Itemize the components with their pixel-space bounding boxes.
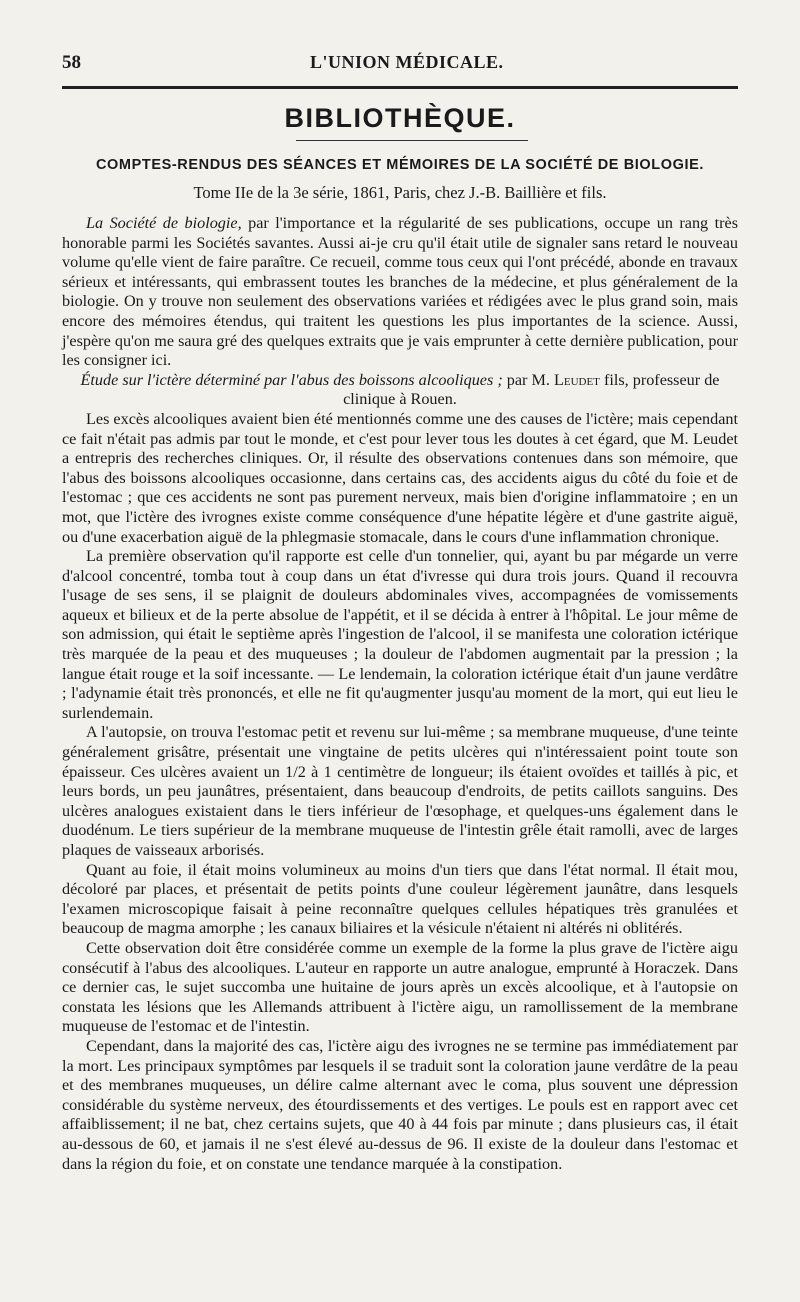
journal-title: L'UNION MÉDICALE.	[310, 52, 504, 72]
page-number: 58	[62, 52, 81, 73]
society-name: La Société de biologie,	[86, 214, 242, 232]
review-title: COMPTES-RENDUS DES SÉANCES ET MÉMOIRES DE LA SOCIÉTÉ DE BIOLOGIE.	[95, 157, 705, 173]
article-heading	[62, 371, 738, 410]
paragraph: A l'autopsie, on trouva l'estomac petit et revenu sur lui-même ; sa membrane muqueuse, d'une teinte généralement grisâtre, présentait une vingtaine de petits ulcères qui n'intéressaient point toute son épaisseur. Ces ulcères avaient un 1/2 à 1 centimètre de longueur; ils étaient ovoïdes et taillés à pic, et leurs bords, un peu jaunâtres, présentaient, dans beaucoup d'endroits, de petits caillots sanguins. Des ulcères analogues existaient dans le tiers inférieur de l'œsophage, et quelques-uns également dans le duodénum. Le tiers supérieur de la membrane muqueuse de l'intestin grêle était ramolli, avec de larges plaques de vaisseaux arborisés.	[62, 723, 738, 859]
running-head	[62, 52, 752, 78]
article-author-rest: fils, professeur de clinique à Rouen.	[343, 370, 720, 409]
section-title: BIBLIOTHÈQUE.	[284, 103, 516, 133]
section-title-rule	[296, 140, 528, 141]
article-author: Leudet	[553, 370, 600, 389]
paragraph: Cependant, dans la majorité des cas, l'ictère aigu des ivrognes ne se termine pas immédiatement par la mort. Les principaux symptômes par lesquels il se traduit sont la coloration jaune verdâtre de la peau et des membranes muqueuses, un délire calme alternant avec le coma, plus souvent une dépression considérable du système nerveux, des étourdissements et des vertiges. Le pouls est en rapport avec cet affaiblissement; il ne bat, chez certains sujets, que 40 à 44 fois par minute ; dans plusieurs cas, il était au-dessous de 60, et jamais il ne s'est élevé au-dessus de 96. Il existe de la douleur dans l'estomac et dans la région du foie, et on constate une tendance marquée à la constipation.	[62, 1036, 738, 1173]
intro-text: par l'importance et la régularité de ses publications, occupe un rang très honorable parmi les Sociétés savantes. Aussi ai-je cru qu'il était utile de signaler sans retard le nouveau volume qu'elle vient de faire paraître. Ce recueil, comme tous ceux qui l'ont précédé, abonde en travaux sérieux et intéressants, qui embrassent toutes les branches de la médecine, et plus généralement de la biologie. On y trouve non seulement des observations variées et rédigées avec le plus grand soin, mais encore des mémoires étendus, qui traitent les questions les plus importantes de la science. Aussi, j'espère qu'on me saura gré des quelques extraits que je vais emprunter à cette dernière publication, pour les consigner ici.	[62, 214, 738, 370]
paragraph: La première observation qu'il rapporte est celle d'un tonnelier, qui, ayant bu par mégarde un verre d'alcool concentré, tomba tout à coup dans un état d'ivresse qui dura trois jours. Quand il recouvra l'usage de ses sens, il se plaignit de douleurs abdominales vives, accompagnées de vomissements aqueux et bilieux et de la perte absolue de l'appétit, et il se décida à entrer à l'hôpital. Le jour même de son admission, qui était le septième après l'ingestion de l'alcool, il se manifesta une coloration ictérique très marquée de la peau et des muqueuses ; la douleur de l'abdomen augmentait par la pression ; la langue était rouge et la soif incessante. — Le lendemain, la coloration ictérique était d'un jaune verdâtre ; l'adynamie était très prononcés, et elle ne fit qu'augmenter jusqu'au moment de la mort, qui eut lieu le surlendemain.	[62, 547, 738, 722]
paragraph: Les excès alcooliques avaient bien été mentionnés comme une des causes de l'ictère; mais cependant ce fait n'était pas admis par tout le monde, et c'est pour lever tous les doutes à cet égard, que M. Leudet a entrepris des recherches cliniques. Or, il résulte des observations contenues dans son mémoire, que l'abus des boissons alcooliques occasionne, dans certains cas, des accidents aigus du côté du foie et de l'estomac ; que ces accidents ne sont pas purement nerveux, mais bien d'origine inflammatoire ; en un mot, que l'ictère des ivrognes existe comme conséquence d'une hépatite légère et d'une gastrite aiguë, ou d'une exacerbation aiguë de la phlegmasie stomacale, dans le cours d'une inflammation chronique.	[62, 409, 738, 546]
intro-paragraph	[62, 214, 738, 371]
article-title: Étude sur l'ictère déterminé par l'abus des boissons alcooliques ;	[80, 370, 503, 389]
article-by: par M.	[502, 370, 554, 389]
paragraph: Quant au foie, il était moins volumineux au moins d'un tiers que dans l'état normal. Il était mou, décoloré par places, et présentait de petits points d'une couleur légèrement jaunâtre, dans lesquels l'examen microscopique faisait à peine reconnaître quelques cellules hépatiques très granulées et beaucoup de magma amorphe ; les canaux biliaires et la vésicule n'étaient ni altérés ni oblitérés.	[62, 860, 738, 938]
body-text	[62, 214, 738, 1174]
paragraph: Cette observation doit être considérée comme un exemple de la forme la plus grave de l'ictère aigu consécutif à l'abus des alcooliques. L'auteur en rapporte un autre analogue, emprunté à Horaczek. Dans ce dernier cas, le sujet succomba une huitaine de jours après un excès alcoolique, et à l'autopsie on constata les lésions que les Allemands attribuent à l'ictère aigu, un ramollissement de la membrane muqueuse de l'estomac et de l'intestin.	[62, 938, 738, 1036]
header-rule	[62, 86, 738, 89]
review-subtitle: Tome IIe de la 3e série, 1861, Paris, chez J.-B. Baillière et fils.	[193, 183, 607, 202]
